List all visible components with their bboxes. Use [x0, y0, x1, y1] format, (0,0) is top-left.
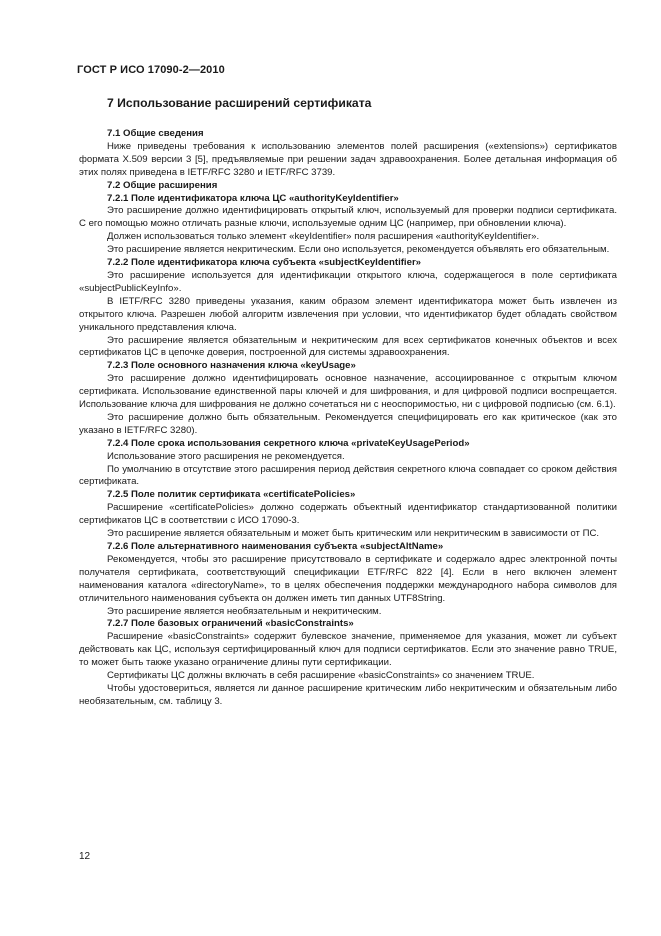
paragraph: Использование этого расширения не рекомендуется. — [107, 450, 345, 462]
subsection-heading: 7.2.3 Поле основного назначения ключа «keyUsage» — [107, 360, 356, 372]
paragraph: Это расширение должно идентифицировать основное назначение, ассоциированное с открытым ключом сертификата. Использование единственной пары ключей и для шифрования, и для цифровой подписи воспрещается. Использование ключа для шифрования не должно сочетаться ни с неоспоримостью, ни с цифровой подписью (см. 6.1). — [79, 373, 617, 411]
section-title: 7 Использование расширений сертификата — [107, 96, 372, 110]
paragraph: Сертификаты ЦС должны включать в себя расширение «basicConstraints» со значением TRUE. — [107, 670, 535, 682]
subsection-heading: 7.2.4 Поле срока использования секретного ключа «privateKeyUsagePeriod» — [107, 437, 470, 449]
subsection-heading: 7.2.1 Поле идентификатора ключа ЦС «authorityKeyIdentifier» — [107, 192, 399, 204]
paragraph: Чтобы удостовериться, является ли данное расширение критическим либо некритическим и обязательным либо необязательным, см. таблицу 3. — [79, 682, 617, 707]
paragraph: Расширение «basicConstraints» содержит булевское значение, применяемое для указания, может ли субъект действовать как ЦС, используя сертифицированный ключ для подписи сертификатов. Если это значение равно TRUE, то может быть также указано ограничение длины пути сертификации. — [79, 631, 617, 669]
paragraph: Это расширение используется для идентификации открытого ключа, содержащегося в поле сертификата «subjectPublicKeyInfo». — [79, 269, 617, 294]
paragraph: Это расширение является обязательным и может быть критическим или некритическим в зависимости от ПС. — [107, 528, 600, 540]
subsection-heading: 7.2.6 Поле альтернативного наименования субъекта «subjectAltName» — [107, 541, 444, 552]
paragraph: Это расширение является обязательным и некритическим для всех сертификатов конечных объектов и всех сертификатов ЦС в цепочке доверия, построенной для системы здравоохранения. — [79, 334, 617, 359]
paragraph: Ниже приведены требования к использованию элементов полей расширения («extensions») сертификатов формата X.509 версии 3 [5], предъявляемые при решении задач здравоохранения. Более детальная информация об этих полях приведена в IETF/RFC 3280 и IETF/RFC 3739. — [79, 140, 617, 178]
subsection-heading: 7.2.7 Поле базовых ограничений «basicConstraints» — [107, 618, 354, 630]
paragraph: Это расширение является некритическим. Если оно используется, рекомендуется объявлять его обязательным. — [107, 244, 610, 256]
subsection-heading: 7.2.5 Поле политик сертификата «certificatePolicies» — [107, 489, 356, 501]
subsection-heading: 7.1 Общие сведения — [107, 128, 204, 139]
body-text — [79, 128, 617, 709]
paragraph: Это расширение является необязательным и некритическим. — [107, 605, 382, 617]
subsection-heading: 7.2.2 Поле идентификатора ключа субъекта «subjectKeyIdentifier» — [107, 257, 422, 269]
paragraph: В IETF/RFC 3280 приведены указания, каким образом элемент идентификатора может быть извлечен из открытого ключа. Разрешен любой алгоритм извлечения при условии, что идентификатор будет обладать свойством уникального представления ключа. — [79, 295, 617, 333]
paragraph: Рекомендуется, чтобы это расширение присутствовало в сертификате и содержало адрес электронной почты получателя сертификата, соответствующий спецификации ETF/RFC 822 [4]. Если в него включен элемент наименования каталога «directoryName», то в целях обеспечения поддержки международного набора символов для отличительного наименования субъекта он должен иметь тип данных UTF8String. — [79, 553, 617, 604]
paragraph: Это расширение должно быть обязательным. Рекомендуется специфицировать его как критическое (как это указано в IETF/RFC 3280). — [79, 411, 617, 436]
paragraph: По умолчанию в отсутствие этого расширения период действия секретного ключа совпадает со сроком действия сертификата. — [79, 463, 617, 488]
document-header: ГОСТ Р ИСО 17090-2—2010 — [77, 64, 225, 76]
paragraph: Должен использоваться только элемент «keyIdentifier» поля расширения «authorityKeyIdentifier». — [107, 231, 540, 243]
subsection-heading: 7.2 Общие расширения — [107, 179, 218, 191]
paragraph: Расширение «certificatePolicies» должно содержать объектный идентификатор стандартизованной политики сертификатов ЦС в соответствии с ИСО 17090-3. — [79, 502, 617, 527]
page-number: 12 — [79, 851, 91, 862]
paragraph: Это расширение должно идентифицировать открытый ключ, используемый для проверки подписи сертификата. С его помощью можно отличать разные ключи, используемые одним ЦС (например, при обновлении ключа). — [79, 205, 617, 230]
